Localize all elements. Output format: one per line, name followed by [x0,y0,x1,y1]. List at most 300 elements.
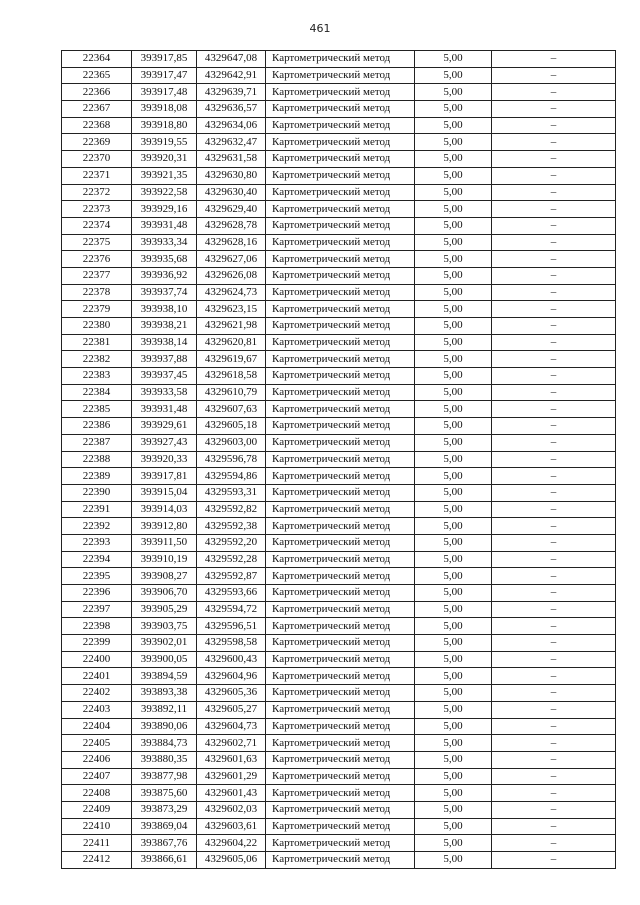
method-cell: Картометрический метод [266,117,415,134]
method-cell: Картометрический метод [266,768,415,785]
accuracy-cell: 5,00 [415,651,492,668]
point-number-cell: 22380 [62,318,132,335]
y-coordinate-cell: 4329607,63 [197,401,266,418]
coordinates-table [61,50,616,869]
x-coordinate-cell: 393937,88 [132,351,197,368]
point-number-cell: 22402 [62,685,132,702]
point-number-cell: 22382 [62,351,132,368]
accuracy-cell: 5,00 [415,67,492,84]
accuracy-cell: 5,00 [415,334,492,351]
table-body [62,51,616,869]
table-row [62,585,616,602]
method-cell: Картометрический метод [266,51,415,68]
method-cell: Картометрический метод [266,751,415,768]
y-coordinate-cell: 4329610,79 [197,384,266,401]
y-coordinate-cell: 4329624,73 [197,284,266,301]
table-row [62,51,616,68]
y-coordinate-cell: 4329628,16 [197,234,266,251]
accuracy-cell: 5,00 [415,568,492,585]
x-coordinate-cell: 393912,80 [132,518,197,535]
method-cell: Картометрический метод [266,484,415,501]
x-coordinate-cell: 393931,48 [132,401,197,418]
description-cell: – [492,618,616,635]
point-number-cell: 22364 [62,51,132,68]
accuracy-cell: 5,00 [415,852,492,869]
table-row [62,167,616,184]
accuracy-cell: 5,00 [415,134,492,151]
method-cell: Картометрический метод [266,201,415,218]
y-coordinate-cell: 4329628,78 [197,217,266,234]
x-coordinate-cell: 393920,33 [132,451,197,468]
point-number-cell: 22390 [62,484,132,501]
method-cell: Картометрический метод [266,167,415,184]
description-cell: – [492,585,616,602]
x-coordinate-cell: 393918,08 [132,101,197,118]
accuracy-cell: 5,00 [415,768,492,785]
x-coordinate-cell: 393900,05 [132,651,197,668]
method-cell: Картометрический метод [266,818,415,835]
accuracy-cell: 5,00 [415,234,492,251]
description-cell: – [492,852,616,869]
description-cell: – [492,801,616,818]
x-coordinate-cell: 393903,75 [132,618,197,635]
point-number-cell: 22371 [62,167,132,184]
y-coordinate-cell: 4329621,98 [197,318,266,335]
y-coordinate-cell: 4329605,06 [197,852,266,869]
point-number-cell: 22374 [62,217,132,234]
accuracy-cell: 5,00 [415,635,492,652]
x-coordinate-cell: 393877,98 [132,768,197,785]
x-coordinate-cell: 393917,48 [132,84,197,101]
table-row [62,251,616,268]
y-coordinate-cell: 4329601,43 [197,785,266,802]
x-coordinate-cell: 393880,35 [132,751,197,768]
x-coordinate-cell: 393902,01 [132,635,197,652]
description-cell: – [492,368,616,385]
table-row [62,768,616,785]
y-coordinate-cell: 4329592,28 [197,551,266,568]
description-cell: – [492,167,616,184]
table-row [62,468,616,485]
x-coordinate-cell: 393938,14 [132,334,197,351]
x-coordinate-cell: 393936,92 [132,267,197,284]
description-cell: – [492,685,616,702]
accuracy-cell: 5,00 [415,301,492,318]
point-number-cell: 22368 [62,117,132,134]
table-row [62,718,616,735]
table-row [62,551,616,568]
y-coordinate-cell: 4329601,63 [197,751,266,768]
point-number-cell: 22409 [62,801,132,818]
x-coordinate-cell: 393910,19 [132,551,197,568]
point-number-cell: 22375 [62,234,132,251]
accuracy-cell: 5,00 [415,601,492,618]
accuracy-cell: 5,00 [415,167,492,184]
table-row [62,501,616,518]
method-cell: Картометрический метод [266,184,415,201]
description-cell: – [492,217,616,234]
y-coordinate-cell: 4329604,96 [197,668,266,685]
description-cell: – [492,51,616,68]
x-coordinate-cell: 393893,38 [132,685,197,702]
accuracy-cell: 5,00 [415,184,492,201]
description-cell: – [492,651,616,668]
description-cell: – [492,501,616,518]
x-coordinate-cell: 393917,85 [132,51,197,68]
point-number-cell: 22376 [62,251,132,268]
x-coordinate-cell: 393935,68 [132,251,197,268]
table-row [62,234,616,251]
x-coordinate-cell: 393875,60 [132,785,197,802]
accuracy-cell: 5,00 [415,468,492,485]
x-coordinate-cell: 393911,50 [132,534,197,551]
point-number-cell: 22366 [62,84,132,101]
x-coordinate-cell: 393892,11 [132,701,197,718]
accuracy-cell: 5,00 [415,251,492,268]
y-coordinate-cell: 4329592,87 [197,568,266,585]
y-coordinate-cell: 4329593,66 [197,585,266,602]
point-number-cell: 22400 [62,651,132,668]
point-number-cell: 22408 [62,785,132,802]
table-row [62,368,616,385]
accuracy-cell: 5,00 [415,284,492,301]
x-coordinate-cell: 393914,03 [132,501,197,518]
accuracy-cell: 5,00 [415,551,492,568]
method-cell: Картометрический метод [266,151,415,168]
method-cell: Картометрический метод [266,101,415,118]
table-row [62,284,616,301]
method-cell: Картометрический метод [266,685,415,702]
table-row [62,334,616,351]
method-cell: Картометрический метод [266,501,415,518]
accuracy-cell: 5,00 [415,318,492,335]
accuracy-cell: 5,00 [415,484,492,501]
description-cell: – [492,134,616,151]
description-cell: – [492,785,616,802]
accuracy-cell: 5,00 [415,518,492,535]
table-row [62,618,616,635]
point-number-cell: 22404 [62,718,132,735]
table-row [62,101,616,118]
x-coordinate-cell: 393915,04 [132,484,197,501]
description-cell: – [492,635,616,652]
description-cell: – [492,201,616,218]
accuracy-cell: 5,00 [415,434,492,451]
y-coordinate-cell: 4329603,61 [197,818,266,835]
description-cell: – [492,768,616,785]
method-cell: Картометрический метод [266,401,415,418]
point-number-cell: 22406 [62,751,132,768]
accuracy-cell: 5,00 [415,585,492,602]
y-coordinate-cell: 4329639,71 [197,84,266,101]
table-row [62,301,616,318]
description-cell: – [492,67,616,84]
description-cell: – [492,568,616,585]
point-number-cell: 22396 [62,585,132,602]
method-cell: Картометрический метод [266,451,415,468]
accuracy-cell: 5,00 [415,151,492,168]
table-row [62,668,616,685]
description-cell: – [492,301,616,318]
y-coordinate-cell: 4329603,00 [197,434,266,451]
description-cell: – [492,351,616,368]
accuracy-cell: 5,00 [415,384,492,401]
method-cell: Картометрический метод [266,84,415,101]
x-coordinate-cell: 393908,27 [132,568,197,585]
y-coordinate-cell: 4329593,31 [197,484,266,501]
point-number-cell: 22378 [62,284,132,301]
point-number-cell: 22385 [62,401,132,418]
table-row [62,601,616,618]
table-row [62,518,616,535]
accuracy-cell: 5,00 [415,117,492,134]
accuracy-cell: 5,00 [415,368,492,385]
table-row [62,384,616,401]
y-coordinate-cell: 4329592,38 [197,518,266,535]
table-row [62,151,616,168]
x-coordinate-cell: 393919,55 [132,134,197,151]
point-number-cell: 22398 [62,618,132,635]
method-cell: Картометрический метод [266,852,415,869]
y-coordinate-cell: 4329592,82 [197,501,266,518]
table-row [62,267,616,284]
y-coordinate-cell: 4329623,15 [197,301,266,318]
accuracy-cell: 5,00 [415,101,492,118]
x-coordinate-cell: 393890,06 [132,718,197,735]
y-coordinate-cell: 4329598,58 [197,635,266,652]
y-coordinate-cell: 4329596,51 [197,618,266,635]
description-cell: – [492,735,616,752]
y-coordinate-cell: 4329594,86 [197,468,266,485]
method-cell: Картометрический метод [266,601,415,618]
table-row [62,351,616,368]
x-coordinate-cell: 393917,81 [132,468,197,485]
description-cell: – [492,101,616,118]
table-row [62,401,616,418]
accuracy-cell: 5,00 [415,685,492,702]
point-number-cell: 22397 [62,601,132,618]
accuracy-cell: 5,00 [415,835,492,852]
x-coordinate-cell: 393894,59 [132,668,197,685]
description-cell: – [492,534,616,551]
method-cell: Картометрический метод [266,251,415,268]
y-coordinate-cell: 4329620,81 [197,334,266,351]
y-coordinate-cell: 4329630,40 [197,184,266,201]
method-cell: Картометрический метод [266,368,415,385]
x-coordinate-cell: 393922,58 [132,184,197,201]
x-coordinate-cell: 393867,76 [132,835,197,852]
point-number-cell: 22377 [62,267,132,284]
table-row [62,318,616,335]
description-cell: – [492,484,616,501]
description-cell: – [492,418,616,435]
accuracy-cell: 5,00 [415,267,492,284]
accuracy-cell: 5,00 [415,351,492,368]
table-row [62,651,616,668]
y-coordinate-cell: 4329605,18 [197,418,266,435]
table-row [62,434,616,451]
description-cell: – [492,234,616,251]
y-coordinate-cell: 4329602,71 [197,735,266,752]
description-cell: – [492,318,616,335]
table-row [62,852,616,869]
y-coordinate-cell: 4329626,08 [197,267,266,284]
y-coordinate-cell: 4329627,06 [197,251,266,268]
point-number-cell: 22391 [62,501,132,518]
method-cell: Картометрический метод [266,801,415,818]
x-coordinate-cell: 393927,43 [132,434,197,451]
accuracy-cell: 5,00 [415,418,492,435]
y-coordinate-cell: 4329596,78 [197,451,266,468]
table-row [62,184,616,201]
point-number-cell: 22370 [62,151,132,168]
point-number-cell: 22392 [62,518,132,535]
point-number-cell: 22379 [62,301,132,318]
description-cell: – [492,451,616,468]
table-row [62,418,616,435]
method-cell: Картометрический метод [266,351,415,368]
description-cell: – [492,151,616,168]
point-number-cell: 22381 [62,334,132,351]
description-cell: – [492,518,616,535]
method-cell: Картометрический метод [266,718,415,735]
x-coordinate-cell: 393906,70 [132,585,197,602]
point-number-cell: 22394 [62,551,132,568]
y-coordinate-cell: 4329605,36 [197,685,266,702]
description-cell: – [492,84,616,101]
table-row [62,801,616,818]
x-coordinate-cell: 393937,45 [132,368,197,385]
accuracy-cell: 5,00 [415,51,492,68]
method-cell: Картометрический метод [266,267,415,284]
y-coordinate-cell: 4329594,72 [197,601,266,618]
method-cell: Картометрический метод [266,585,415,602]
description-cell: – [492,184,616,201]
point-number-cell: 22401 [62,668,132,685]
y-coordinate-cell: 4329629,40 [197,201,266,218]
table-row [62,685,616,702]
table-row [62,835,616,852]
x-coordinate-cell: 393929,16 [132,201,197,218]
description-cell: – [492,701,616,718]
point-number-cell: 22395 [62,568,132,585]
x-coordinate-cell: 393920,31 [132,151,197,168]
table-row [62,134,616,151]
method-cell: Картометрический метод [266,217,415,234]
y-coordinate-cell: 4329592,20 [197,534,266,551]
accuracy-cell: 5,00 [415,818,492,835]
table-row [62,735,616,752]
method-cell: Картометрический метод [266,568,415,585]
x-coordinate-cell: 393884,73 [132,735,197,752]
table-row [62,67,616,84]
x-coordinate-cell: 393933,34 [132,234,197,251]
x-coordinate-cell: 393917,47 [132,67,197,84]
description-cell: – [492,835,616,852]
accuracy-cell: 5,00 [415,84,492,101]
method-cell: Картометрический метод [266,384,415,401]
x-coordinate-cell: 393931,48 [132,217,197,234]
point-number-cell: 22405 [62,735,132,752]
point-number-cell: 22369 [62,134,132,151]
point-number-cell: 22367 [62,101,132,118]
table-row [62,201,616,218]
method-cell: Картометрический метод [266,301,415,318]
x-coordinate-cell: 393937,74 [132,284,197,301]
method-cell: Картометрический метод [266,534,415,551]
method-cell: Картометрический метод [266,701,415,718]
y-coordinate-cell: 4329602,03 [197,801,266,818]
method-cell: Картометрический метод [266,318,415,335]
method-cell: Картометрический метод [266,651,415,668]
table-row [62,451,616,468]
x-coordinate-cell: 393866,61 [132,852,197,869]
point-number-cell: 22389 [62,468,132,485]
accuracy-cell: 5,00 [415,735,492,752]
x-coordinate-cell: 393869,04 [132,818,197,835]
y-coordinate-cell: 4329634,06 [197,117,266,134]
point-number-cell: 22407 [62,768,132,785]
accuracy-cell: 5,00 [415,668,492,685]
point-number-cell: 22372 [62,184,132,201]
point-number-cell: 22387 [62,434,132,451]
x-coordinate-cell: 393933,58 [132,384,197,401]
y-coordinate-cell: 4329642,91 [197,67,266,84]
table-row [62,217,616,234]
method-cell: Картометрический метод [266,835,415,852]
y-coordinate-cell: 4329636,57 [197,101,266,118]
method-cell: Картометрический метод [266,551,415,568]
description-cell: – [492,334,616,351]
y-coordinate-cell: 4329647,08 [197,51,266,68]
method-cell: Картометрический метод [266,785,415,802]
method-cell: Картометрический метод [266,434,415,451]
point-number-cell: 22412 [62,852,132,869]
page-number: 461 [309,22,331,35]
y-coordinate-cell: 4329619,67 [197,351,266,368]
y-coordinate-cell: 4329631,58 [197,151,266,168]
accuracy-cell: 5,00 [415,718,492,735]
accuracy-cell: 5,00 [415,701,492,718]
method-cell: Картометрический метод [266,735,415,752]
method-cell: Картометрический метод [266,668,415,685]
point-number-cell: 22383 [62,368,132,385]
table-row [62,117,616,134]
accuracy-cell: 5,00 [415,785,492,802]
description-cell: – [492,551,616,568]
y-coordinate-cell: 4329630,80 [197,167,266,184]
table-row [62,534,616,551]
table-row [62,785,616,802]
accuracy-cell: 5,00 [415,501,492,518]
description-cell: – [492,718,616,735]
description-cell: – [492,284,616,301]
y-coordinate-cell: 4329600,43 [197,651,266,668]
accuracy-cell: 5,00 [415,451,492,468]
point-number-cell: 22399 [62,635,132,652]
description-cell: – [492,434,616,451]
description-cell: – [492,251,616,268]
point-number-cell: 22410 [62,818,132,835]
x-coordinate-cell: 393918,80 [132,117,197,134]
method-cell: Картометрический метод [266,134,415,151]
y-coordinate-cell: 4329618,58 [197,368,266,385]
description-cell: – [492,468,616,485]
x-coordinate-cell: 393938,21 [132,318,197,335]
table-row [62,701,616,718]
table-row [62,84,616,101]
description-cell: – [492,267,616,284]
